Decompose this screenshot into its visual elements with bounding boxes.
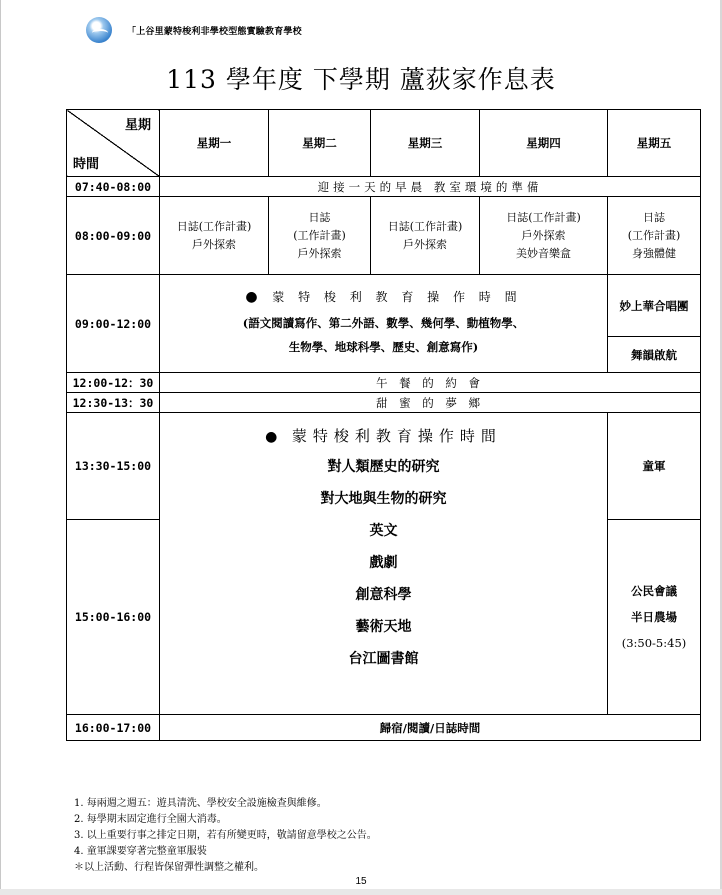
cell-line: 戶外探索 bbox=[521, 228, 566, 242]
time-cell: 16:00-17:00 bbox=[67, 715, 160, 741]
time-cell: 08:00-09:00 bbox=[67, 197, 160, 275]
day-header-mon: 星期一 bbox=[160, 110, 269, 177]
subjects-line: (語文閱讀寫作、第二外語、數學、幾何學、動植物學、 bbox=[242, 316, 525, 330]
bullet-icon: ● bbox=[245, 289, 258, 305]
time-cell: 07:40-08:00 bbox=[67, 177, 160, 197]
cell-line: 戶外探索 bbox=[403, 237, 447, 251]
school-name: 「上谷里蒙特梭利非學校型態實驗教育學校 bbox=[127, 27, 302, 37]
note-item: ＊以上活動、行程皆保留彈性調整之權利。 bbox=[74, 862, 264, 873]
tue-0800-cell bbox=[269, 197, 371, 275]
corner-header-cell bbox=[67, 110, 160, 177]
time-cell: 12:30-13：30 bbox=[67, 393, 160, 413]
school-logo-wave bbox=[92, 29, 108, 37]
day-header-thu: 星期四 bbox=[480, 110, 608, 177]
cell-line: 半日農場 bbox=[631, 610, 677, 624]
day-header-fri: 星期五 bbox=[608, 110, 701, 177]
fri-civic-cell bbox=[608, 520, 701, 715]
lunch-cell: 午 餐 的 約 會 bbox=[160, 373, 701, 393]
cell-line: 美妙音樂盒 bbox=[516, 246, 571, 260]
afternoon-line: 對人類歷史的研究 bbox=[327, 459, 440, 475]
page-edge bbox=[0, 0, 1, 895]
notes-list bbox=[74, 796, 377, 876]
time-cell: 13:30-15:00 bbox=[67, 413, 160, 520]
morning-prep-cell: 迎接一天的早晨 教室環境的準備 bbox=[160, 177, 701, 197]
afternoon-line: 戲劇 bbox=[369, 555, 398, 571]
cell-line: 日誌(工作計畫) bbox=[387, 219, 463, 233]
fri-scout-cell: 童軍 bbox=[608, 413, 701, 520]
cell-line: 日誌(工作計畫) bbox=[506, 210, 581, 224]
note-item: 1. 每兩週之週五：遊具清洗、學校安全設施檢查與維修。 bbox=[74, 798, 327, 809]
afternoon-line: 台江圖書館 bbox=[348, 651, 419, 667]
note-item: 2. 每學期末固定進行全園大消毒。 bbox=[74, 814, 227, 825]
wed-0800-cell bbox=[371, 197, 480, 275]
page-number: 15 bbox=[355, 876, 367, 887]
fri-0800-cell bbox=[608, 197, 701, 275]
page-title: 113 學年度 下學期 蘆荻家作息表 bbox=[166, 65, 556, 94]
day-header-wed: 星期三 bbox=[371, 110, 480, 177]
thu-0800-cell bbox=[480, 197, 608, 275]
afternoon-line: 對大地與生物的研究 bbox=[320, 491, 447, 507]
fri-dance-cell: 舞韻啟航 bbox=[608, 337, 701, 373]
corner-day-label: 星期 bbox=[124, 118, 151, 133]
time-cell: 15:00-16:00 bbox=[67, 520, 160, 715]
cell-line: (工作計畫) bbox=[627, 228, 681, 242]
cell-line: (工作計畫) bbox=[293, 228, 346, 242]
cell-line: (3:50-5:45) bbox=[621, 636, 687, 650]
evening-cell: 歸宿/閱讀/日誌時間 bbox=[160, 715, 701, 741]
time-cell: 09:00-12:00 bbox=[67, 275, 160, 373]
note-item: 3. 以上重要行事之排定日期，若有所變更時，敬請留意學校之公告。 bbox=[74, 830, 377, 841]
cell-line: 戶外探索 bbox=[297, 246, 342, 260]
bullet-icon: ● bbox=[265, 429, 278, 445]
montessori-morning-cell bbox=[160, 275, 608, 373]
fri-choir-cell: 妙上華合唱團 bbox=[608, 275, 701, 337]
activity-title: 蒙 特 梭 利 教 育 操 作 時 間 bbox=[272, 290, 522, 304]
cell-line: 戶外探索 bbox=[192, 237, 236, 251]
cell-line: 身強體健 bbox=[632, 246, 676, 260]
afternoon-line: 藝術天地 bbox=[355, 619, 412, 635]
day-header-tue: 星期二 bbox=[269, 110, 371, 177]
cell-line: 日誌 bbox=[643, 210, 665, 224]
cell-line: 日誌(工作計畫) bbox=[176, 219, 252, 233]
schedule-table bbox=[66, 109, 701, 741]
corner-time-label: 時間 bbox=[73, 157, 100, 172]
afternoon-line: 英文 bbox=[369, 523, 398, 539]
activity-title: 蒙特梭利教育操作時間 bbox=[291, 427, 502, 445]
cell-line: 公民會議 bbox=[631, 584, 677, 598]
montessori-afternoon-cell bbox=[160, 413, 608, 715]
mon-0800-cell bbox=[160, 197, 269, 275]
note-item: 4. 童軍課要穿著完整童軍服裝 bbox=[74, 846, 207, 857]
page-bottom-bar bbox=[0, 889, 722, 895]
afternoon-line: 創意科學 bbox=[355, 587, 412, 603]
nap-cell: 甜 蜜 的 夢 鄉 bbox=[160, 393, 701, 413]
subjects-line: 生物學、地球科學、歷史、創意寫作) bbox=[288, 340, 479, 354]
cell-line: 日誌 bbox=[308, 210, 331, 224]
time-cell: 12:00-12：30 bbox=[67, 373, 160, 393]
